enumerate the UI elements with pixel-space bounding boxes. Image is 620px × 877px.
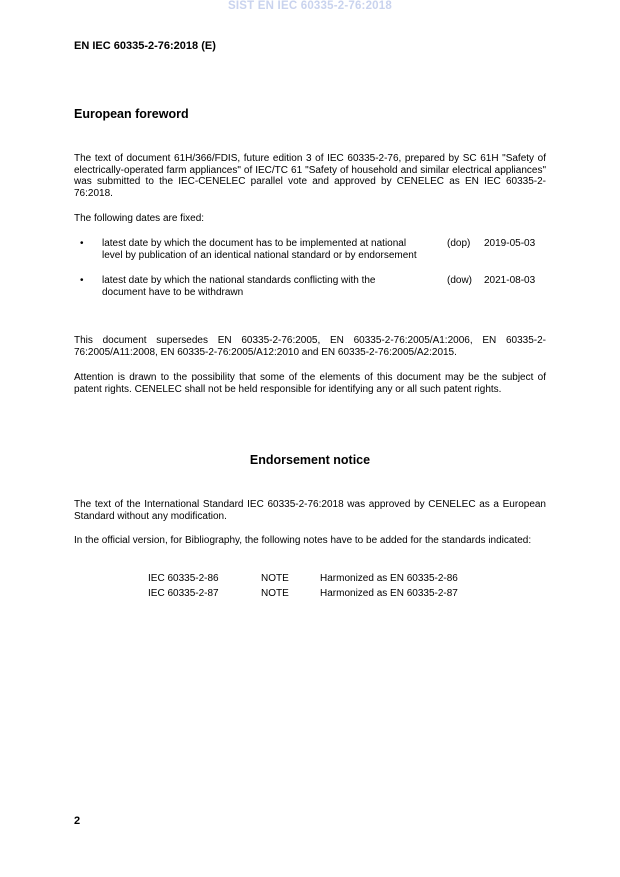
note-label: NOTE: [261, 588, 289, 599]
foreword-heading: European foreword: [74, 107, 189, 121]
bullet: •: [80, 275, 84, 286]
dates-row-description: [102, 275, 442, 298]
bullet: •: [80, 238, 84, 249]
bibliography-paragraph: In the official version, for Bibliography, the following notes have to be added for the standards indicated:: [74, 535, 532, 546]
endorsement-text: The text of the International Standard IEC 60335-2-76:2018 was approved by CENELEC as a European Standard without any modification.: [74, 499, 546, 522]
dates-intro: The following dates are fixed:: [74, 213, 205, 224]
patent-paragraph: Attention is drawn to the possibility that some of the elements of this document may be the subject of patent rights. CENELEC shall not be held responsible for identifying any or all such patent rights.: [74, 372, 546, 395]
dates-row-date: 2021-08-03: [484, 275, 536, 286]
note-standard: IEC 60335-2-87: [148, 588, 219, 599]
dates-row-description: [102, 238, 442, 261]
note-standard: IEC 60335-2-86: [148, 573, 219, 584]
endorsement-heading: Endorsement notice: [249, 453, 371, 467]
dates-row-abbr: (dop): [447, 238, 471, 249]
foreword-intro: The text of document 61H/366/FDIS, future edition 3 of IEC 60335-2-76, prepared by SC 61H "Safety of electrically-operated farm appliances" of IEC/TC 61 "Safety of household and similar electrical appliances" was submitted to the IEC-CENELEC parallel vote and approved by CENELEC as EN IEC 60335-2-76:2018.: [74, 153, 546, 199]
supersedes-paragraph: This document supersedes EN 60335-2-76:2005, EN 60335-2-76:2005/A1:2006, EN 60335-2-76:2005/A11:2008, EN 60335-2-76:2005/A12:2010 and EN 60335-2-76:2005/A2:2015.: [74, 335, 546, 358]
note-text: Harmonized as EN 60335-2-86: [320, 573, 458, 584]
dates-row-description-line: latest date by which the document has to be implemented at national: [102, 238, 407, 249]
dates-row-description-line: level by publication of an identical national standard or by endorsement: [102, 249, 417, 261]
bibliography-note-row: [0, 573, 620, 587]
note-label: NOTE: [261, 573, 289, 584]
document-header: EN IEC 60335-2-76:2018 (E): [74, 40, 216, 52]
dates-row-description-line: latest date by which the national standards conflicting with the: [102, 275, 376, 286]
dates-row-abbr: (dow): [447, 275, 473, 286]
dates-row-date: 2019-05-03: [484, 238, 536, 249]
watermark: SIST EN IEC 60335-2-76:2018: [228, 0, 392, 12]
dates-row-description-line: document have to be withdrawn: [102, 286, 244, 298]
note-text: Harmonized as EN 60335-2-87: [320, 588, 458, 599]
bibliography-note-row: [0, 588, 620, 602]
page-number: 2: [74, 815, 81, 827]
